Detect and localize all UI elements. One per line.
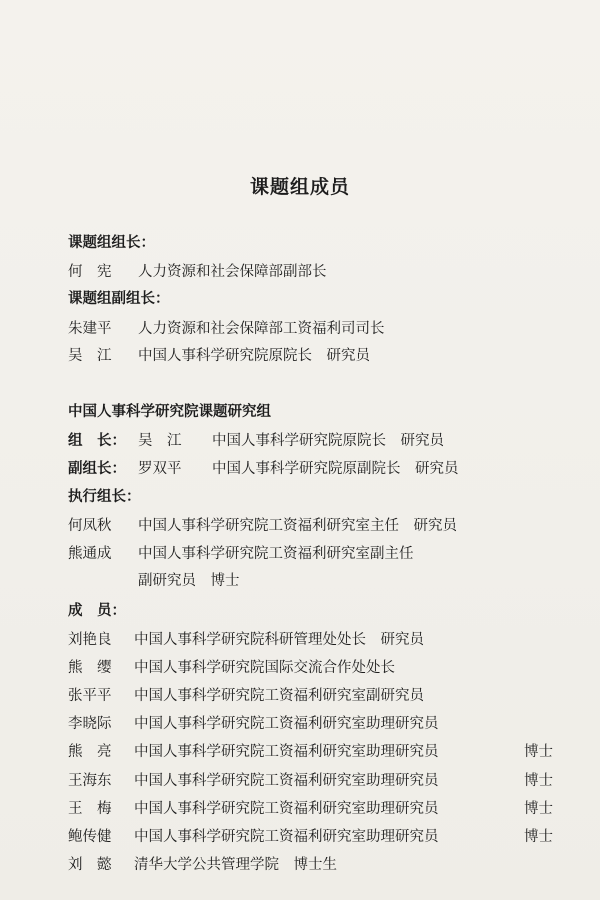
member-name: 朱建平 bbox=[68, 321, 112, 337]
member-desc: 中国人事科学研究院工资福利研究室助理研究员 bbox=[134, 773, 439, 789]
group-leader-row bbox=[0, 260, 600, 282]
deputy-leader-row bbox=[0, 344, 600, 366]
member-name: 熊 缨 bbox=[68, 660, 112, 676]
member-degree: 博士 bbox=[524, 829, 553, 845]
member-name: 吴 江 bbox=[138, 433, 182, 449]
member-name: 王海东 bbox=[68, 773, 112, 789]
member-row bbox=[0, 797, 600, 819]
executive-row bbox=[0, 542, 600, 564]
member-desc-continuation: 副研究员 博士 bbox=[138, 573, 240, 589]
member-row bbox=[0, 853, 600, 875]
research-group-heading: 中国人事科学研究院课题研究组 bbox=[68, 404, 271, 420]
member-name: 鲍传健 bbox=[68, 829, 112, 845]
member-desc: 中国人事科学研究院工资福利研究室主任 研究员 bbox=[138, 518, 457, 534]
member-name: 熊通成 bbox=[68, 546, 112, 562]
member-desc: 人力资源和社会保障部副部长 bbox=[138, 264, 327, 280]
member-desc: 中国人事科学研究院工资福利研究室副研究员 bbox=[134, 688, 424, 704]
member-row bbox=[0, 656, 600, 678]
member-name: 李晓际 bbox=[68, 716, 112, 732]
member-desc: 中国人事科学研究院原副院长 研究员 bbox=[212, 461, 459, 477]
member-desc: 人力资源和社会保障部工资福利司司长 bbox=[138, 321, 385, 337]
member-row bbox=[0, 825, 600, 847]
member-desc: 中国人事科学研究院工资福利研究室助理研究员 bbox=[134, 829, 439, 845]
role-label: 副组长： bbox=[68, 461, 126, 477]
member-desc: 中国人事科学研究院国际交流合作处处长 bbox=[134, 660, 395, 676]
deputy-leaders-heading: 课题组副组长： bbox=[68, 291, 170, 307]
research-deputy-row bbox=[0, 457, 600, 479]
member-row bbox=[0, 712, 600, 734]
member-name: 刘艳良 bbox=[68, 632, 112, 648]
page-title: 课题组成员 bbox=[249, 176, 350, 198]
deputy-leader-row bbox=[0, 317, 600, 339]
member-desc: 中国人事科学研究院科研管理处处长 研究员 bbox=[134, 632, 424, 648]
member-desc: 中国人事科学研究院工资福利研究室副主任 bbox=[138, 546, 414, 562]
member-row bbox=[0, 628, 600, 650]
member-degree: 博士 bbox=[524, 773, 553, 789]
member-desc: 清华大学公共管理学院 博士生 bbox=[134, 857, 337, 873]
member-row bbox=[0, 769, 600, 791]
executive-row bbox=[0, 514, 600, 536]
member-name: 熊 亮 bbox=[68, 744, 112, 760]
member-name: 张平平 bbox=[68, 688, 112, 704]
member-name: 何 宪 bbox=[68, 264, 112, 280]
member-degree: 博士 bbox=[524, 801, 553, 817]
member-name: 罗双平 bbox=[138, 461, 182, 477]
member-name: 王 梅 bbox=[68, 801, 112, 817]
role-label: 组 长： bbox=[68, 433, 126, 449]
research-leader-row bbox=[0, 429, 600, 451]
member-name: 何凤秋 bbox=[68, 518, 112, 534]
member-row bbox=[0, 684, 600, 706]
member-desc: 中国人事科学研究院原院长 研究员 bbox=[212, 433, 444, 449]
member-name: 吴 江 bbox=[68, 348, 112, 364]
member-desc: 中国人事科学研究院工资福利研究室助理研究员 bbox=[134, 801, 439, 817]
member-desc: 中国人事科学研究院工资福利研究室助理研究员 bbox=[134, 716, 439, 732]
member-desc: 中国人事科学研究院工资福利研究室助理研究员 bbox=[134, 744, 439, 760]
executive-heading: 执行组长： bbox=[68, 489, 141, 505]
member-row bbox=[0, 740, 600, 762]
members-heading: 成 员： bbox=[68, 603, 126, 619]
group-leader-heading: 课题组组长： bbox=[68, 235, 155, 251]
member-degree: 博士 bbox=[524, 744, 553, 760]
member-desc: 中国人事科学研究院原院长 研究员 bbox=[138, 348, 370, 364]
member-name: 刘 懿 bbox=[68, 857, 112, 873]
